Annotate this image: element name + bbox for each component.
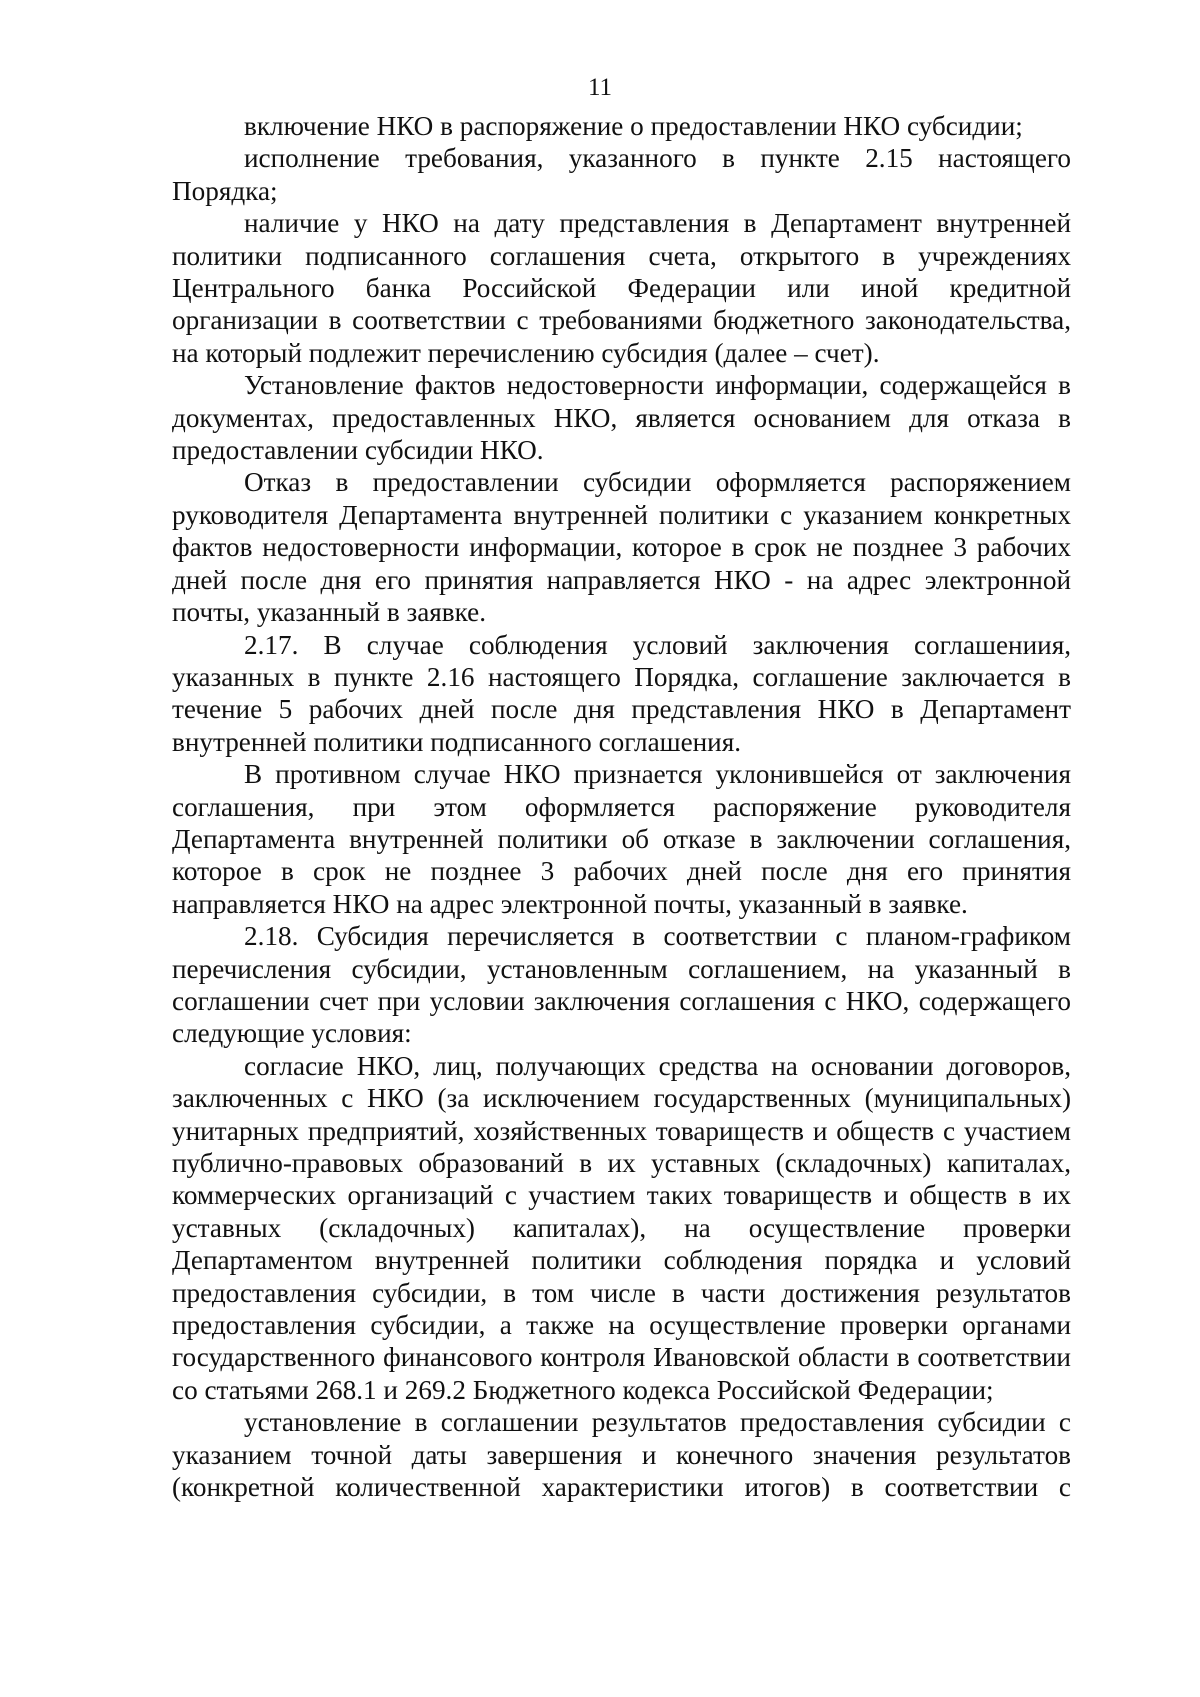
- paragraph-account: наличие у НКО на дату представления в Департамент внутренней политики подписанного соглашения счета, открытого в учреждениях Центрального банка Российской Федерации или иной кредитной организации в соответствии с требованиями бюджетного законодательства, на который подлежит перечислению субсидия (далее – счет).: [172, 208, 1071, 368]
- paragraph-false-information: Установление фактов недостоверности информации, содержащейся в документах, предоставленных НКО, является основанием для отказа в предоставлении субсидии НКО.: [172, 370, 1071, 466]
- paragraph-consent: согласие НКО, лиц, получающих средства на основании договоров, заключенных с НКО (за исключением государственных (муниципальных) унитарных предприятий, хозяйственных товариществ и обществ с участием публично-правовых образований в их уставных (складочных) капиталах, коммерческих организаций с участием таких товариществ и обществ в их уставных (складочных) капиталах), на осуществление проверки Департаментом внутренней политики соблюдения порядка и условий предоставления субсидии, в том числе в части достижения результатов предоставления субсидии, а также на осуществление проверки органами государственного финансового контроля Ивановской области в соответствии со статьями 268.1 и 269.2 Бюджетного кодекса Российской Федерации;: [172, 1050, 1071, 1405]
- paragraph-evasion: В противном случае НКО признается уклонившейся от заключения соглашения, при этом оформляется распоряжение руководителя Департамента внутренней политики об отказе в заключении соглашения, которое в срок не позднее 3 рабочих дней после дня его принятия направляется НКО на адрес электронной почты, указанный в заявке.: [172, 759, 1071, 919]
- document-body: [172, 110, 1071, 1503]
- paragraph-2-18: 2.18. Субсидия перечисляется в соответствии с планом-графиком перечисления субсидии, установленным соглашением, на указанный в соглашении счет при условии заключения соглашения с НКО, содержащего следующие условия:: [172, 921, 1071, 1049]
- paragraph-inclusion: включение НКО в распоряжение о предоставлении НКО субсидии;: [244, 111, 1023, 141]
- paragraph-refusal: Отказ в предоставлении субсидии оформляется распоряжением руководителя Департамента внутренней политики с указанием конкретных фактов недостоверности информации, которое в срок не позднее 3 рабочих дней после дня его принятия направляется НКО - на адрес электронной почты, указанный в заявке.: [172, 467, 1071, 628]
- paragraph-2-17: 2.17. В случае соблюдения условий заключения соглашениия, указанных в пункте 2.16 настоящего Порядка, соглашение заключается в течение 5 рабочих дней после дня представления НКО в Департамент внутренней политики подписанного соглашения.: [172, 629, 1071, 757]
- paragraph-results: установление в соглашении результатов предоставления субсидии с указанием точной даты завершения и конечного значения результатов (конкретной количественной характеристики итогов) в соответствии с: [172, 1407, 1071, 1503]
- paragraph-requirement: исполнение требования, указанного в пункте 2.15 настоящего Порядка;: [172, 143, 1071, 206]
- page-number: 11: [587, 74, 613, 101]
